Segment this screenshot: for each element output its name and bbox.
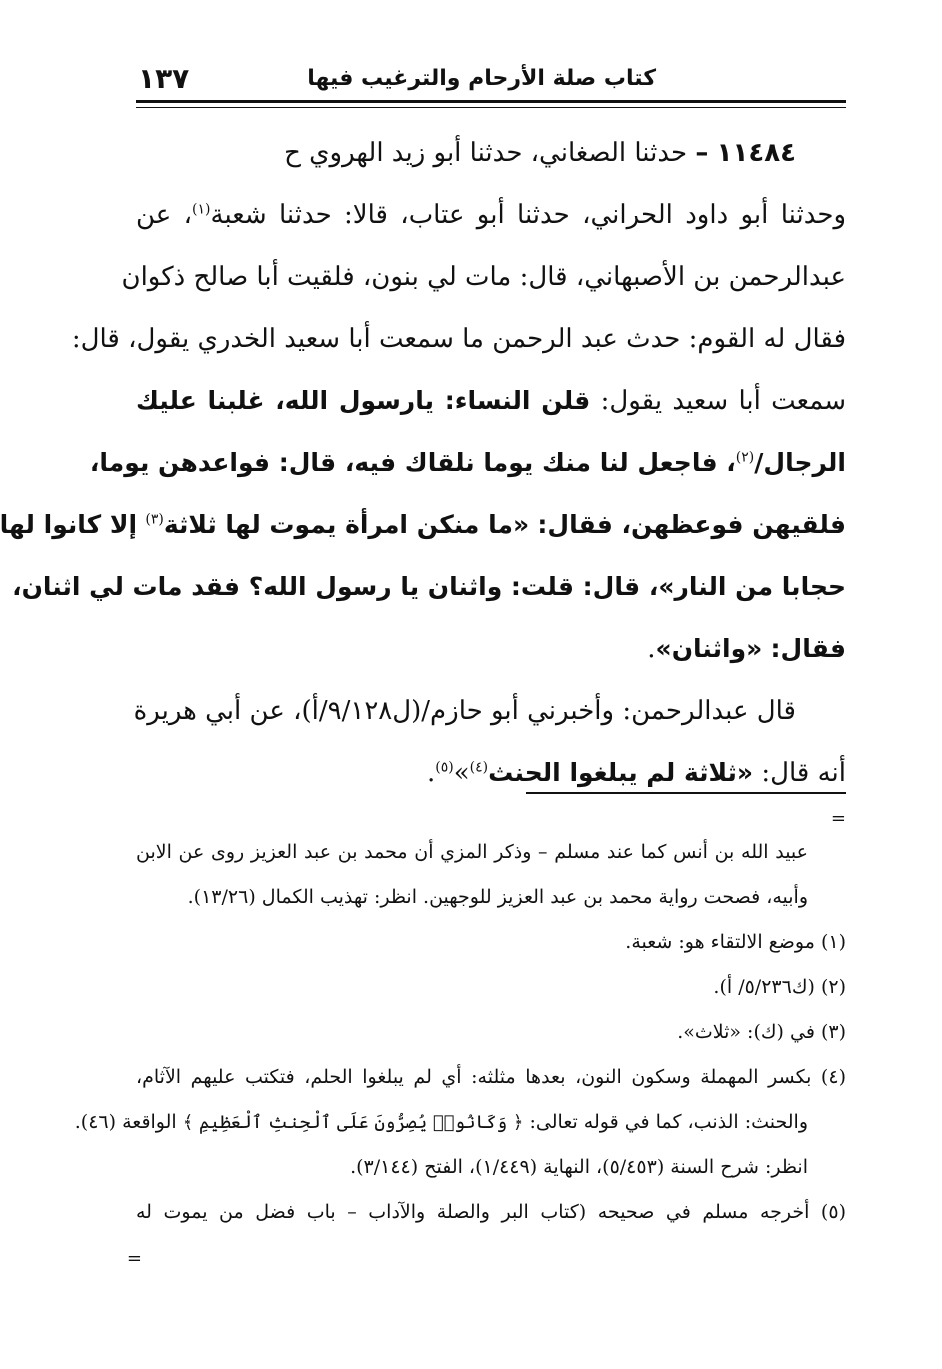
text-line-10: قال عبدالرحمن: وأخبرني أبو حازم/(ل٩/١٢٨/أ)، عن أبي هريرة xyxy=(133,696,796,726)
footnote-ref: (٤) xyxy=(469,759,489,776)
footnote-4-line-3: انظر: شرح السنة (٥/٤٥٣)، النهاية (١/٤٤٩)، الفتح (٣/١٤٤). xyxy=(350,1156,808,1178)
text-line-7: فلقيهن فوعظهن، فقال: «ما منكن امرأة يموت لها ثلاثة$^{(٣)}$ إلا كانوا لها xyxy=(0,510,846,539)
footnote-1: (١) موضع الالتقاء هو: شعبة. xyxy=(625,931,846,953)
footnote-ref: (٢) xyxy=(735,449,755,466)
text-line-3: عبدالرحمن بن الأصبهاني، قال: مات لي بنون، فلقيت أبا صالح ذكوان xyxy=(121,262,846,292)
hadith-text xyxy=(0,122,847,804)
running-title: كتاب صلة الأرحام والترغيب فيها xyxy=(307,66,656,91)
footnote-5: (٥) أخرجه مسلم في صحيحه (كتاب البر والصلة والآداب – باب فضل من يموت له xyxy=(136,1201,846,1223)
footnote-separator xyxy=(526,792,846,794)
footnote-2: (٢) (ك٥/٢٣٦/ أ). xyxy=(713,976,846,998)
continuation-end-mark: = xyxy=(126,1248,142,1269)
footnotes xyxy=(74,808,846,1235)
page-header xyxy=(136,62,846,103)
footnote-3: (٣) في (ك): «ثلاث». xyxy=(677,1021,846,1043)
text-line-6: الرجال/$^{(٢)}$، فاجعل لنا منك يوما نلقاك فيه، قال: فواعدهن يوما، xyxy=(89,448,846,477)
continuation-mark: = xyxy=(830,808,846,829)
footnote-4: (٤) بكسر المهملة وسكون النون، بعدها مثلثه: أي لم يبلغوا الحلم، فتكتب عليهم الآثام، xyxy=(136,1066,846,1088)
text-line-9: فقال: «واثنان». xyxy=(647,634,846,664)
text-line-8: حجابا من النار»، قال: قلت: واثنان يا رسول الله؟ فقد مات لي اثنان، xyxy=(12,572,846,601)
footnote-ref: (٣) xyxy=(145,511,164,528)
footnote-continuation-line: عبيد الله بن أنس كما عند مسلم – وذكر المزي أن محمد بن عبد العزيز روى عن الابن xyxy=(136,841,808,863)
footnote-4-line-2: والحنث: الذنب، كما في قوله تعالى: ﴿ وَكَانُوا۟ يُصِرُّونَ عَلَى ٱلْحِنثِ ٱلْعَظِيمِ ﴾ الواقعة (٤٦). xyxy=(74,1111,808,1133)
hadith-number: ١١٤٨٤ xyxy=(716,138,796,168)
text-line-11: أنه قال: «ثلاثة لم يبلغوا الحنث$^{(٤)}$»$^{(٥)}$. xyxy=(426,758,846,788)
footnote-ref: (١) xyxy=(192,201,211,218)
text-line-5: سمعت أبا سعيد يقول: قلن النساء: يارسول الله، غلبنا عليك xyxy=(136,386,847,416)
page-number: ١٣٧ xyxy=(138,62,190,95)
text-line-4: فقال له القوم: حدث عبد الرحمن ما سمعت أبا سعيد الخدري يقول، قال: xyxy=(71,324,846,354)
text-line-1: ١١٤٨٤ – حدثنا الصغاني، حدثنا أبو زيد الهروي ح xyxy=(284,138,796,168)
text-line-2: وحدثنا أبو داود الحراني، حدثنا أبو عتاب، قالا: حدثنا شعبة$^{(١)}$، عن xyxy=(136,200,847,230)
footnote-continuation-line: وأبيه، فصحت رواية محمد بن عبد العزيز للوجهين. انظر: تهذيب الكمال (١٣/٢٦). xyxy=(187,886,808,908)
footnote-ref: (٥) xyxy=(435,759,454,776)
quran-verse: ﴿ وَكَانُوا۟ يُصِرُّونَ عَلَى ٱلْحِنثِ ٱلْعَظِيمِ ﴾ xyxy=(182,1112,524,1133)
